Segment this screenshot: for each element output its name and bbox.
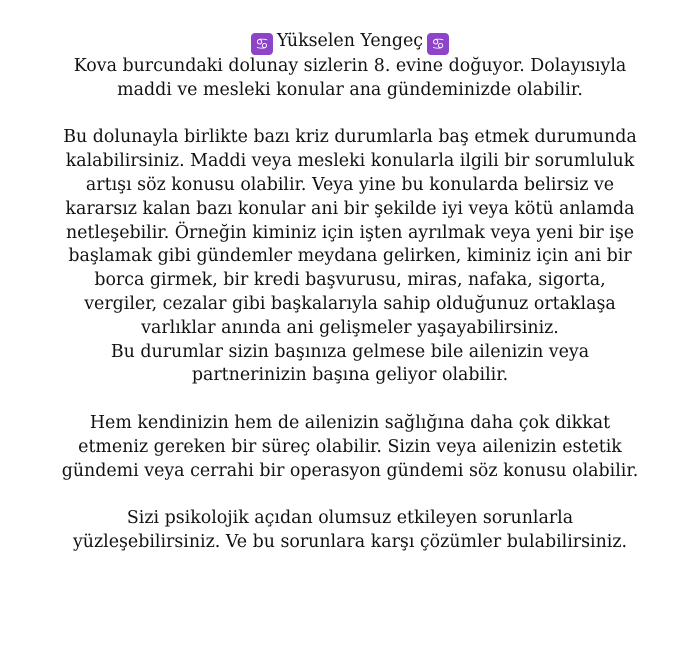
paragraph-gap (10, 388, 690, 412)
text-line: etmeniz gereken bir süreç olabilir. Sizin veya ailenizin estetik (78, 436, 622, 457)
text-line: vergiler, cezalar gibi başkalarıyla sahip olduğunuz ortaklaşa (84, 293, 616, 314)
text-line: partnerinizin başına geliyor olabilir. (191, 365, 509, 386)
page-title: Yükselen Yengeç (276, 31, 424, 51)
text-line: Kova burcundaki dolunay sizlerin 8. evine doğuyor. Dolayısıyla (73, 56, 627, 76)
text-line: borca girmek, bir kredi başvurusu, miras, nafaka, sigorta, (94, 270, 606, 291)
text-line: maddi ve mesleki konular ana gündeminizde olabilir. (117, 79, 583, 100)
text-line: Sizi psikolojik açıdan olumsuz etkileyen sorunlarla (126, 508, 574, 529)
text-line: kararsız kalan bazı konular ani bir şekilde iyi veya kötü anlamda (65, 198, 635, 219)
text-line: Hem kendinizin hem de ailenizin sağlığına daha çok dikkat (89, 412, 611, 433)
paragraph-4 (10, 507, 690, 555)
cancer-zodiac-icon: ♋ (427, 33, 449, 55)
text-line: Bu dolunayla birlikte bazı kriz durumlarla baş etmek durumunda (63, 127, 637, 148)
cancer-zodiac-icon: ♋ (251, 33, 273, 55)
paragraph-gap (10, 103, 690, 127)
text-line: Bu durumlar sizin başınıza gelmese bile ailenizin veya (110, 341, 590, 362)
text-line: varlıklar anında ani gelişmeler yaşayabilirsiniz. (141, 317, 559, 338)
text-line: gündemi veya cerrahi bir operasyon gündemi söz konusu olabilir. (61, 460, 639, 481)
paragraph-3 (10, 412, 690, 483)
text-line: artışı söz konusu olabilir. Veya yine bu konularda belirsiz ve (85, 174, 615, 195)
paragraph-1 (10, 55, 690, 103)
text-line: netleşebilir. Örneğin kiminiz için işten ayrılmak veya yeni bir işe (65, 222, 635, 243)
paragraph-gap (10, 483, 690, 507)
title-row (10, 30, 690, 55)
text-line: başlamak gibi gündemler meydana gelirken, kiminiz için ani bir (68, 246, 632, 267)
text-line: kalabilirsiniz. Maddi veya mesleki konularla ilgili bir sorumluluk (65, 151, 635, 172)
paragraph-2 (10, 126, 690, 388)
text-line: yüzleşebilirsiniz. Ve bu sorunlara karşı çözümler bulabilirsiniz. (72, 531, 628, 552)
